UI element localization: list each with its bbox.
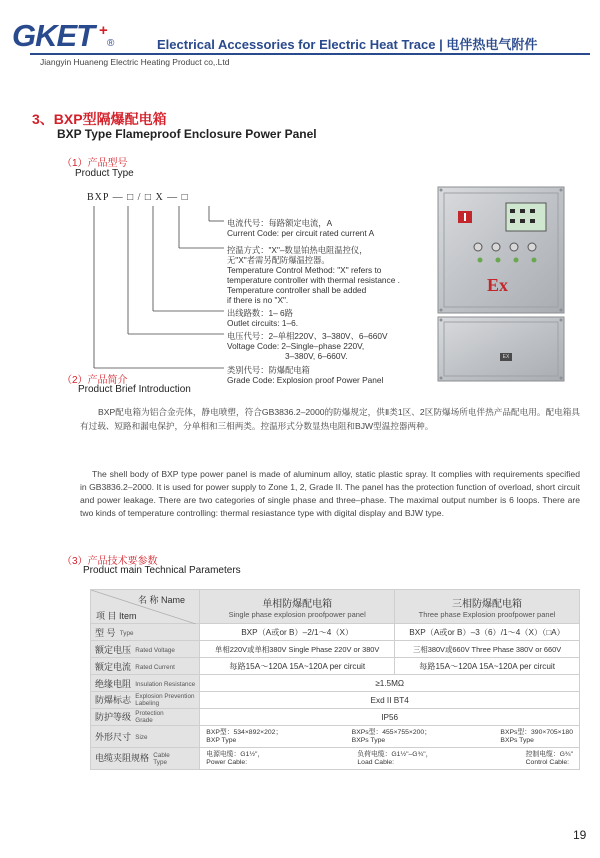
product-photo [436, 185, 566, 383]
logo-registered-mark: ® [107, 38, 115, 49]
brief-paragraph-cn: BXP配电箱为铝合金壳体，静电喷塑，符合GB3836.2–2000的防爆规定，供Ⅱ类1区、2区防爆场所电伴热产品配电用。配电箱具有过载、短路和漏电保护，分单相和三相两类。控温形式分数显热电阻和BJW型温控器两种。 [80, 407, 580, 431]
params-table [90, 589, 580, 770]
desc-voltage: 电压代号：2–单相220V、3–380V、6–660V Voltage Code: 2–Single–phase 220V, 3–380V, 6–660V. [227, 331, 388, 361]
ex-mark: Ex [487, 275, 509, 295]
brief-heading-cn: （2）产品简介 [62, 375, 128, 386]
table-row-size: 外形尺寸 Size BXP型：534×892×202； BXP Type BXPs型：455×755×200； BXPs Type BXPs型：390×705×180 BXPs Type [91, 726, 580, 748]
model-heading-cn: （1）产品型号 [62, 158, 128, 169]
corner-bottom-label: 项 目 Item [96, 611, 137, 621]
header-divider [30, 53, 590, 55]
desc-outlet-circuits: 出线路数：1– 6路 Outlet circuits: 1–6. [227, 308, 299, 328]
table-row: 防爆标志 Explosion Prevention Labeling Exd II BT4 [91, 692, 580, 709]
col-single-phase: 单相防爆配电箱 Single phase explosion proofpower panel [200, 590, 395, 624]
desc-current: 电流代号：每路额定电流，A Current Code: per circuit rated current A [227, 218, 375, 238]
params-heading-en: Product main Technical Parameters [83, 565, 241, 576]
brief-paragraph-en: The shell body of BXP type power panel is made of aluminum alloy, static plastic spray. It complies with requirements specified in GB3836.2–2000. It is used for power supply to Zone 1, 2, Grade II. The panel has the protection function of overload, short circuit and power leakage. There are two categories of single phase and three–phase. The maximal output number is 6 loops. There are two kinds of temperature controlling: thermal resiastance type with digital display and BJW type. [80, 469, 581, 518]
table-row: 型 号 Type BXP（A或or B）–2/1～4（X） BXP（A或or B）–3（6）/1～4（X）（□A） [91, 624, 580, 641]
params-heading-cn: （3）产品技术要参数 [62, 556, 158, 567]
table-row: 防护等级 Protection Grade IP56 [91, 709, 580, 726]
col-three-phase: 三相防爆配电箱 Three phase Explosion proofpower panel [395, 590, 580, 624]
model-code-string: BXP — □ / □ X — □ [87, 192, 189, 203]
brief-heading-en: Product Brief Introduction [78, 384, 191, 395]
desc-grade: 类别代号：防爆配电箱 Grade Code: Explosion proof Power Panel [227, 365, 384, 385]
model-heading-en: Product Type [75, 168, 134, 179]
logo-wordmark: GKET [12, 18, 95, 53]
corner-top-label: 名 称 Name [138, 595, 186, 605]
table-header-row [91, 590, 580, 624]
section-title-cn: 3、BXP型隔爆配电箱 [32, 111, 167, 127]
page-number: 19 [573, 828, 587, 842]
desc-temp-control: 控温方式："X"–数显铂热电阻温控仪， 无"X"者需另配防爆温控器。 Temperature Control Method: "X" refers to temperature controller with thermal resistance . Temperature controller shall be added if there is no "X". [227, 245, 400, 305]
logo-plus-mark: + [99, 22, 108, 39]
section-title-en: BXP Type Flameproof Enclosure Power Panel [57, 127, 317, 141]
table-row: 额定电压 Rated Voltage 单相220V或单相380V Single Phase 220V or 380V 三相380V或660V Three Phase 380V or 660V [91, 641, 580, 658]
table-corner-cell [91, 590, 200, 624]
table-row: 额定电流 Rated Current 每路15A～120A 15A~120A per circuit 每路15A～120A 15A~120A per circuit [91, 658, 580, 675]
model-code-diagram [80, 190, 440, 390]
ex-plate: EX [502, 354, 510, 360]
company-logo [12, 18, 115, 62]
table-row-cable: 电缆夹阻规格 Cable Type 电源电缆：G1½"， Power Cable: 负荷电缆：G1½"–G¾"， Load Cable: 控制电缆：G¾" Control Cable: [91, 748, 580, 770]
table-row: 绝缘电阻 Insulation Resistance ≥1.5MΩ [91, 675, 580, 692]
header-title: Electrical Accessories for Electric Heat Trace | 电伴热电气附件 [157, 37, 538, 52]
company-name: Jiangyin Huaneng Electric Heating Product co,.Ltd [40, 57, 230, 67]
